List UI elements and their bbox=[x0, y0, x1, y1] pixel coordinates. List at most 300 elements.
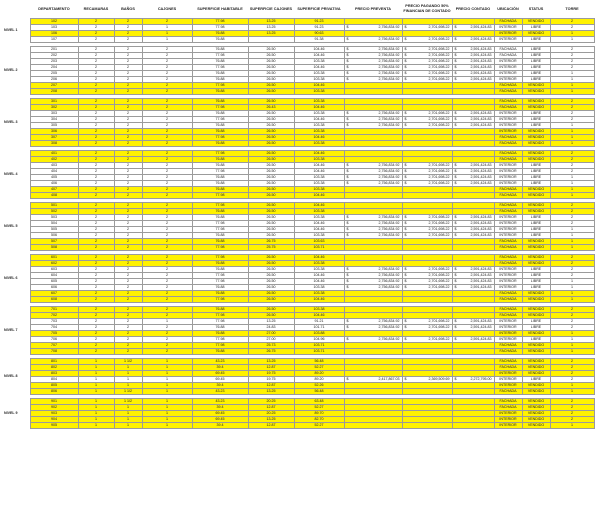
cajones-cell[interactable]: 2 bbox=[142, 71, 192, 77]
banos-cell[interactable]: 1 bbox=[114, 365, 142, 371]
superficie-privativa-cell[interactable]: 104.46 bbox=[294, 163, 344, 169]
status-cell[interactable]: LIBRE bbox=[522, 285, 550, 291]
superficie-cajones-cell[interactable]: 27.00 bbox=[248, 337, 294, 343]
cajones-cell[interactable]: 2 bbox=[142, 77, 192, 83]
cajones-cell[interactable]: 2 bbox=[142, 151, 192, 157]
cajones-cell[interactable]: 2 bbox=[142, 141, 192, 147]
precio-preventa-cell[interactable]: 2,756,834.92 $ bbox=[344, 117, 402, 123]
status-cell[interactable]: VENDIDO bbox=[522, 31, 550, 37]
banos-cell[interactable]: 2 bbox=[114, 151, 142, 157]
cajones-cell[interactable]: 2 bbox=[142, 239, 192, 245]
torre-cell[interactable]: 2 bbox=[550, 377, 594, 383]
superficie-privativa-cell[interactable]: 103.88 bbox=[294, 331, 344, 337]
torre-cell[interactable]: 1 bbox=[550, 135, 594, 141]
status-cell[interactable]: VENDIDO bbox=[522, 105, 550, 111]
departamento-cell[interactable]: 406 bbox=[30, 181, 78, 187]
precio-financian-cell[interactable]: 2,701,698.22 $ bbox=[402, 65, 452, 71]
cajones-cell[interactable]: 2 bbox=[142, 117, 192, 123]
status-cell[interactable]: LIBRE bbox=[522, 377, 550, 383]
superficie-habitable-cell[interactable]: 77.98 bbox=[192, 279, 248, 285]
departamento-cell[interactable]: 402 bbox=[30, 157, 78, 163]
precio-contado-cell[interactable]: 2,591,424.83 $ bbox=[452, 267, 494, 273]
superficie-habitable-cell[interactable]: 76.88 bbox=[192, 47, 248, 53]
superficie-privativa-cell[interactable]: 104.46 bbox=[294, 47, 344, 53]
banos-cell[interactable]: 2 bbox=[114, 99, 142, 105]
precio-preventa-cell[interactable]: 2,756,834.92 $ bbox=[344, 285, 402, 291]
departamento-cell[interactable]: 206 bbox=[30, 77, 78, 83]
banos-cell[interactable]: 2 bbox=[114, 319, 142, 325]
ubicacion-cell[interactable]: FACHADA bbox=[494, 141, 522, 147]
recamaras-cell[interactable]: 2 bbox=[78, 267, 114, 273]
ubicacion-cell[interactable]: INTERIOR bbox=[494, 169, 522, 175]
departamento-cell[interactable]: 204 bbox=[30, 65, 78, 71]
status-cell[interactable]: VENDIDO bbox=[522, 417, 550, 423]
precio-financian-cell[interactable]: 2,701,698.22 $ bbox=[402, 71, 452, 77]
banos-cell[interactable]: 2 bbox=[114, 37, 142, 43]
superficie-privativa-cell[interactable]: 103.38 bbox=[294, 157, 344, 163]
departamento-cell[interactable]: 304 bbox=[30, 117, 78, 123]
departamento-cell[interactable]: 405 bbox=[30, 175, 78, 181]
superficie-cajones-cell[interactable]: 26.75 bbox=[248, 349, 294, 355]
banos-cell[interactable]: 2 bbox=[114, 203, 142, 209]
recamaras-cell[interactable]: 2 bbox=[78, 53, 114, 59]
torre-cell[interactable]: 1 bbox=[550, 31, 594, 37]
precio-preventa-cell[interactable]: 2,756,834.92 $ bbox=[344, 169, 402, 175]
torre-cell[interactable]: 1 bbox=[550, 337, 594, 343]
precio-preventa-cell[interactable]: 2,756,834.92 $ bbox=[344, 65, 402, 71]
ubicacion-cell[interactable]: FACHADA bbox=[494, 47, 522, 53]
cajones-cell[interactable]: 1 bbox=[142, 423, 192, 429]
departamento-cell[interactable]: 806 bbox=[30, 389, 78, 395]
status-cell[interactable]: VENDIDO bbox=[522, 411, 550, 417]
departamento-cell[interactable]: 905 bbox=[30, 423, 78, 429]
cajones-cell[interactable]: 2 bbox=[142, 175, 192, 181]
cajones-cell[interactable]: 2 bbox=[142, 209, 192, 215]
recamaras-cell[interactable]: 2 bbox=[78, 331, 114, 337]
superficie-cajones-cell[interactable]: 13.25 bbox=[248, 389, 294, 395]
superficie-cajones-cell[interactable]: 19.75 bbox=[248, 371, 294, 377]
superficie-privativa-cell[interactable]: 104.46 bbox=[294, 83, 344, 89]
superficie-habitable-cell[interactable]: 69.45 bbox=[192, 411, 248, 417]
ubicacion-cell[interactable]: INTERIOR bbox=[494, 279, 522, 285]
cajones-cell[interactable]: 1 bbox=[142, 37, 192, 43]
superficie-privativa-cell[interactable]: 103.38 bbox=[294, 123, 344, 129]
precio-financian-cell[interactable]: 2,701,698.22 $ bbox=[402, 175, 452, 181]
torre-cell[interactable]: 1 bbox=[550, 423, 594, 429]
recamaras-cell[interactable]: 2 bbox=[78, 135, 114, 141]
superficie-habitable-cell[interactable]: 76.88 bbox=[192, 141, 248, 147]
ubicacion-cell[interactable]: INTERIOR bbox=[494, 37, 522, 43]
recamaras-cell[interactable]: 2 bbox=[78, 31, 114, 37]
precio-preventa-cell[interactable]: 2,756,834.92 $ bbox=[344, 215, 402, 221]
status-cell[interactable]: LIBRE bbox=[522, 117, 550, 123]
banos-cell[interactable]: 2 bbox=[114, 267, 142, 273]
ubicacion-cell[interactable]: FACHADA bbox=[494, 19, 522, 25]
superficie-cajones-cell[interactable]: 26.50 bbox=[248, 111, 294, 117]
superficie-habitable-cell[interactable]: 69.45 bbox=[192, 417, 248, 423]
banos-cell[interactable]: 2 bbox=[114, 285, 142, 291]
cajones-cell[interactable]: 2 bbox=[142, 135, 192, 141]
ubicacion-cell[interactable]: INTERIOR bbox=[494, 71, 522, 77]
superficie-habitable-cell[interactable]: 76.88 bbox=[192, 331, 248, 337]
ubicacion-cell[interactable]: FACHADA bbox=[494, 53, 522, 59]
superficie-habitable-cell[interactable]: 76.88 bbox=[192, 181, 248, 187]
banos-cell[interactable]: 2 bbox=[114, 193, 142, 199]
recamaras-cell[interactable]: 2 bbox=[78, 65, 114, 71]
departamento-cell[interactable]: 404 bbox=[30, 169, 78, 175]
superficie-privativa-cell[interactable]: 56.48 bbox=[294, 359, 344, 365]
departamento-cell[interactable]: 508 bbox=[30, 245, 78, 251]
banos-cell[interactable]: 2 bbox=[114, 105, 142, 111]
cajones-cell[interactable]: 1 bbox=[142, 371, 192, 377]
precio-financian-cell[interactable]: 2,701,698.22 $ bbox=[402, 273, 452, 279]
superficie-habitable-cell[interactable]: 77.98 bbox=[192, 203, 248, 209]
ubicacion-cell[interactable]: FACHADA bbox=[494, 89, 522, 95]
recamaras-cell[interactable]: 1 bbox=[78, 417, 114, 423]
precio-preventa-cell[interactable]: 2,756,834.92 $ bbox=[344, 227, 402, 233]
recamaras-cell[interactable]: 2 bbox=[78, 89, 114, 95]
superficie-privativa-cell[interactable]: 89.20 bbox=[294, 371, 344, 377]
superficie-habitable-cell[interactable]: 76.88 bbox=[192, 111, 248, 117]
recamaras-cell[interactable]: 1 bbox=[78, 411, 114, 417]
recamaras-cell[interactable]: 2 bbox=[78, 25, 114, 31]
superficie-habitable-cell[interactable]: 76.88 bbox=[192, 261, 248, 267]
superficie-cajones-cell[interactable]: 26.50 bbox=[248, 141, 294, 147]
banos-cell[interactable]: 2 bbox=[114, 279, 142, 285]
banos-cell[interactable]: 2 bbox=[114, 89, 142, 95]
precio-preventa-cell[interactable]: 2,756,834.92 $ bbox=[344, 337, 402, 343]
precio-financian-cell[interactable]: 2,701,698.22 $ bbox=[402, 267, 452, 273]
superficie-privativa-cell[interactable]: 103.38 bbox=[294, 77, 344, 83]
banos-cell[interactable]: 2 bbox=[114, 331, 142, 337]
precio-contado-cell[interactable]: 2,591,424.83 $ bbox=[452, 77, 494, 83]
superficie-habitable-cell[interactable]: 77.98 bbox=[192, 337, 248, 343]
status-cell[interactable]: VENDIDO bbox=[522, 423, 550, 429]
recamaras-cell[interactable]: 2 bbox=[78, 227, 114, 233]
superficie-cajones-cell[interactable]: 26.50 bbox=[248, 267, 294, 273]
precio-contado-cell[interactable]: 2,591,424.83 $ bbox=[452, 59, 494, 65]
departamento-cell[interactable]: 205 bbox=[30, 71, 78, 77]
torre-cell[interactable]: 2 bbox=[550, 215, 594, 221]
superficie-habitable-cell[interactable]: 76.88 bbox=[192, 175, 248, 181]
torre-cell[interactable]: 2 bbox=[550, 47, 594, 53]
superficie-cajones-cell[interactable]: 26.50 bbox=[248, 227, 294, 233]
precio-financian-cell[interactable]: 2,369,509.69 $ bbox=[402, 377, 452, 383]
superficie-habitable-cell[interactable]: 76.88 bbox=[192, 209, 248, 215]
banos-cell[interactable]: 2 bbox=[114, 175, 142, 181]
precio-financian-cell[interactable]: 2,701,698.22 $ bbox=[402, 319, 452, 325]
ubicacion-cell[interactable]: INTERIOR bbox=[494, 175, 522, 181]
precio-preventa-cell[interactable]: 2,756,834.92 $ bbox=[344, 111, 402, 117]
torre-cell[interactable]: 2 bbox=[550, 203, 594, 209]
departamento-cell[interactable]: 804 bbox=[30, 377, 78, 383]
status-cell[interactable]: LIBRE bbox=[522, 233, 550, 239]
superficie-cajones-cell[interactable]: 26.50 bbox=[248, 313, 294, 319]
superficie-cajones-cell[interactable]: 26.50 bbox=[248, 221, 294, 227]
cajones-cell[interactable]: 2 bbox=[142, 337, 192, 343]
superficie-habitable-cell[interactable]: 77.98 bbox=[192, 343, 248, 349]
ubicacion-cell[interactable]: INTERIOR bbox=[494, 273, 522, 279]
superficie-privativa-cell[interactable]: 104.46 bbox=[294, 117, 344, 123]
recamaras-cell[interactable]: 2 bbox=[78, 233, 114, 239]
status-cell[interactable]: VENDIDO bbox=[522, 151, 550, 157]
superficie-habitable-cell[interactable]: 76.88 bbox=[192, 77, 248, 83]
superficie-cajones-cell[interactable]: 27.00 bbox=[248, 331, 294, 337]
departamento-cell[interactable]: 203 bbox=[30, 59, 78, 65]
departamento-cell[interactable]: 303 bbox=[30, 111, 78, 117]
departamento-cell[interactable]: 302 bbox=[30, 105, 78, 111]
superficie-privativa-cell[interactable]: 52.27 bbox=[294, 423, 344, 429]
superficie-habitable-cell[interactable]: 39.4 bbox=[192, 423, 248, 429]
superficie-privativa-cell[interactable]: 103.38 bbox=[294, 307, 344, 313]
cajones-cell[interactable]: 1 bbox=[142, 31, 192, 37]
precio-preventa-cell[interactable]: 2,756,834.92 $ bbox=[344, 175, 402, 181]
banos-cell[interactable]: 2 bbox=[114, 77, 142, 83]
precio-contado-cell[interactable]: 2,591,424.83 $ bbox=[452, 53, 494, 59]
cajones-cell[interactable]: 2 bbox=[142, 349, 192, 355]
precio-contado-cell[interactable]: 2,591,424.83 $ bbox=[452, 163, 494, 169]
superficie-privativa-cell[interactable]: 82.70 bbox=[294, 417, 344, 423]
status-cell[interactable]: VENDIDO bbox=[522, 209, 550, 215]
departamento-cell[interactable]: 605 bbox=[30, 279, 78, 285]
superficie-habitable-cell[interactable]: 77.98 bbox=[192, 53, 248, 59]
superficie-cajones-cell[interactable]: 13.25 bbox=[248, 19, 294, 25]
ubicacion-cell[interactable]: FACHADA bbox=[494, 307, 522, 313]
precio-contado-cell[interactable]: 2,591,424.83 $ bbox=[452, 215, 494, 221]
ubicacion-cell[interactable]: INTERIOR bbox=[494, 383, 522, 389]
status-cell[interactable]: VENDIDO bbox=[522, 129, 550, 135]
precio-contado-cell[interactable]: 2,591,424.83 $ bbox=[452, 47, 494, 53]
recamaras-cell[interactable]: 2 bbox=[78, 117, 114, 123]
cajones-cell[interactable]: 2 bbox=[142, 129, 192, 135]
ubicacion-cell[interactable]: FACHADA bbox=[494, 261, 522, 267]
departamento-cell[interactable]: 505 bbox=[30, 227, 78, 233]
superficie-habitable-cell[interactable]: 76.88 bbox=[192, 215, 248, 221]
superficie-cajones-cell[interactable]: 26.50 bbox=[248, 77, 294, 83]
superficie-cajones-cell[interactable]: 26.50 bbox=[248, 193, 294, 199]
banos-cell[interactable]: 2 bbox=[114, 291, 142, 297]
torre-cell[interactable]: 2 bbox=[550, 399, 594, 405]
superficie-habitable-cell[interactable]: 76.88 bbox=[192, 99, 248, 105]
torre-cell[interactable]: 2 bbox=[550, 359, 594, 365]
departamento-cell[interactable]: 305 bbox=[30, 123, 78, 129]
banos-cell[interactable]: 2 bbox=[114, 111, 142, 117]
ubicacion-cell[interactable]: INTERIOR bbox=[494, 337, 522, 343]
status-cell[interactable]: VENDIDO bbox=[522, 331, 550, 337]
banos-cell[interactable]: 1 1/2 bbox=[114, 389, 142, 395]
torre-cell[interactable]: 2 bbox=[550, 307, 594, 313]
cajones-cell[interactable]: 2 bbox=[142, 343, 192, 349]
superficie-habitable-cell[interactable]: 76.88 bbox=[192, 163, 248, 169]
recamaras-cell[interactable]: 2 bbox=[78, 83, 114, 89]
departamento-cell[interactable]: 608 bbox=[30, 297, 78, 303]
banos-cell[interactable]: 2 bbox=[114, 349, 142, 355]
torre-cell[interactable]: 2 bbox=[550, 365, 594, 371]
ubicacion-cell[interactable]: INTERIOR bbox=[494, 31, 522, 37]
precio-contado-cell[interactable]: 2,591,424.83 $ bbox=[452, 221, 494, 227]
recamaras-cell[interactable]: 2 bbox=[78, 273, 114, 279]
superficie-habitable-cell[interactable]: 77.98 bbox=[192, 297, 248, 303]
recamaras-cell[interactable]: 2 bbox=[78, 349, 114, 355]
precio-contado-cell[interactable]: 2,591,424.83 $ bbox=[452, 117, 494, 123]
torre-cell[interactable]: 2 bbox=[550, 267, 594, 273]
precio-financian-cell[interactable]: 2,701,698.22 $ bbox=[402, 59, 452, 65]
cajones-cell[interactable]: 2 bbox=[142, 157, 192, 163]
superficie-habitable-cell[interactable]: 77.98 bbox=[192, 151, 248, 157]
precio-financian-cell[interactable]: 2,701,698.22 $ bbox=[402, 215, 452, 221]
superficie-privativa-cell[interactable]: 89.20 bbox=[294, 377, 344, 383]
ubicacion-cell[interactable]: INTERIOR bbox=[494, 65, 522, 71]
superficie-cajones-cell[interactable]: 19.75 bbox=[248, 377, 294, 383]
torre-cell[interactable]: 1 bbox=[550, 227, 594, 233]
ubicacion-cell[interactable]: FACHADA bbox=[494, 99, 522, 105]
recamaras-cell[interactable]: 2 bbox=[78, 297, 114, 303]
superficie-privativa-cell[interactable]: 103.63 bbox=[294, 239, 344, 245]
superficie-habitable-cell[interactable]: 77.98 bbox=[192, 313, 248, 319]
banos-cell[interactable]: 1 1/2 bbox=[114, 359, 142, 365]
status-cell[interactable]: VENDIDO bbox=[522, 359, 550, 365]
banos-cell[interactable]: 1 bbox=[114, 405, 142, 411]
superficie-cajones-cell[interactable]: 13.25 bbox=[248, 359, 294, 365]
departamento-cell[interactable]: 902 bbox=[30, 405, 78, 411]
departamento-cell[interactable]: 403 bbox=[30, 163, 78, 169]
cajones-cell[interactable]: 2 bbox=[142, 111, 192, 117]
departamento-cell[interactable]: 301 bbox=[30, 99, 78, 105]
torre-cell[interactable]: 2 bbox=[550, 221, 594, 227]
recamaras-cell[interactable]: 2 bbox=[78, 261, 114, 267]
ubicacion-cell[interactable]: FACHADA bbox=[494, 187, 522, 193]
banos-cell[interactable]: 2 bbox=[114, 221, 142, 227]
precio-preventa-cell[interactable]: 2,756,834.92 $ bbox=[344, 279, 402, 285]
precio-contado-cell[interactable]: 2,591,424.83 $ bbox=[452, 227, 494, 233]
superficie-cajones-cell[interactable]: 26.50 bbox=[248, 135, 294, 141]
superficie-cajones-cell[interactable]: 13.25 bbox=[248, 417, 294, 423]
superficie-habitable-cell[interactable]: 77.98 bbox=[192, 105, 248, 111]
recamaras-cell[interactable]: 2 bbox=[78, 279, 114, 285]
recamaras-cell[interactable]: 2 bbox=[78, 37, 114, 43]
status-cell[interactable]: VENDIDO bbox=[522, 291, 550, 297]
superficie-habitable-cell[interactable]: 76.88 bbox=[192, 123, 248, 129]
superficie-privativa-cell[interactable]: 103.71 bbox=[294, 343, 344, 349]
superficie-habitable-cell[interactable]: 76.88 bbox=[192, 349, 248, 355]
cajones-cell[interactable]: 2 bbox=[142, 285, 192, 291]
torre-cell[interactable]: 1 bbox=[550, 175, 594, 181]
recamaras-cell[interactable]: 2 bbox=[78, 77, 114, 83]
superficie-privativa-cell[interactable]: 103.38 bbox=[294, 233, 344, 239]
superficie-habitable-cell[interactable]: 76.88 bbox=[192, 187, 248, 193]
ubicacion-cell[interactable]: INTERIOR bbox=[494, 25, 522, 31]
status-cell[interactable]: VENDIDO bbox=[522, 89, 550, 95]
superficie-privativa-cell[interactable]: 104.46 bbox=[294, 279, 344, 285]
departamento-cell[interactable]: 607 bbox=[30, 291, 78, 297]
ubicacion-cell[interactable]: INTERIOR bbox=[494, 411, 522, 417]
precio-financian-cell[interactable]: 2,701,698.22 $ bbox=[402, 337, 452, 343]
status-cell[interactable]: VENDIDO bbox=[522, 157, 550, 163]
banos-cell[interactable]: 2 bbox=[114, 31, 142, 37]
banos-cell[interactable]: 2 bbox=[114, 163, 142, 169]
torre-cell[interactable]: 2 bbox=[550, 53, 594, 59]
precio-preventa-cell[interactable]: 2,756,834.92 $ bbox=[344, 181, 402, 187]
departamento-cell[interactable]: 501 bbox=[30, 203, 78, 209]
departamento-cell[interactable]: 705 bbox=[30, 331, 78, 337]
superficie-habitable-cell[interactable]: 43.23 bbox=[192, 399, 248, 405]
superficie-cajones-cell[interactable]: 26.50 bbox=[248, 47, 294, 53]
superficie-privativa-cell[interactable]: 104.46 bbox=[294, 255, 344, 261]
torre-cell[interactable]: 2 bbox=[550, 105, 594, 111]
status-cell[interactable]: VENDIDO bbox=[522, 141, 550, 147]
recamaras-cell[interactable]: 2 bbox=[78, 343, 114, 349]
banos-cell[interactable]: 2 bbox=[114, 123, 142, 129]
superficie-privativa-cell[interactable]: 63.48 bbox=[294, 399, 344, 405]
cajones-cell[interactable]: 2 bbox=[142, 99, 192, 105]
superficie-cajones-cell[interactable]: 13.25 bbox=[248, 31, 294, 37]
status-cell[interactable]: LIBRE bbox=[522, 319, 550, 325]
torre-cell[interactable]: 2 bbox=[550, 209, 594, 215]
banos-cell[interactable]: 2 bbox=[114, 343, 142, 349]
departamento-cell[interactable]: 408 bbox=[30, 193, 78, 199]
status-cell[interactable]: LIBRE bbox=[522, 59, 550, 65]
departamento-cell[interactable]: 903 bbox=[30, 411, 78, 417]
superficie-cajones-cell[interactable]: 26.50 bbox=[248, 169, 294, 175]
superficie-privativa-cell[interactable]: 101.71 bbox=[294, 325, 344, 331]
superficie-privativa-cell[interactable]: 104.46 bbox=[294, 135, 344, 141]
superficie-habitable-cell[interactable]: 39.4 bbox=[192, 383, 248, 389]
status-cell[interactable]: LIBRE bbox=[522, 71, 550, 77]
superficie-cajones-cell[interactable]: 26.50 bbox=[248, 203, 294, 209]
banos-cell[interactable]: 2 bbox=[114, 233, 142, 239]
torre-cell[interactable]: 1 bbox=[550, 187, 594, 193]
departamento-cell[interactable]: 703 bbox=[30, 319, 78, 325]
departamento-cell[interactable]: 202 bbox=[30, 53, 78, 59]
superficie-privativa-cell[interactable]: 104.46 bbox=[294, 221, 344, 227]
ubicacion-cell[interactable]: INTERIOR bbox=[494, 117, 522, 123]
torre-cell[interactable]: 1 bbox=[550, 123, 594, 129]
precio-financian-cell[interactable]: 2,701,698.22 $ bbox=[402, 227, 452, 233]
superficie-cajones-cell[interactable]: 26.50 bbox=[248, 255, 294, 261]
superficie-privativa-cell[interactable]: 103.38 bbox=[294, 59, 344, 65]
superficie-habitable-cell[interactable]: 76.88 bbox=[192, 291, 248, 297]
ubicacion-cell[interactable]: INTERIOR bbox=[494, 267, 522, 273]
superficie-privativa-cell[interactable]: 104.46 bbox=[294, 53, 344, 59]
precio-financian-cell[interactable] bbox=[402, 423, 452, 429]
precio-contado-cell[interactable]: 2,591,424.83 $ bbox=[452, 25, 494, 31]
ubicacion-cell[interactable]: INTERIOR bbox=[494, 319, 522, 325]
cajones-cell[interactable]: 1 bbox=[142, 411, 192, 417]
superficie-habitable-cell[interactable]: 77.98 bbox=[192, 83, 248, 89]
ubicacion-cell[interactable]: INTERIOR bbox=[494, 233, 522, 239]
banos-cell[interactable]: 2 bbox=[114, 83, 142, 89]
superficie-cajones-cell[interactable]: 26.50 bbox=[248, 181, 294, 187]
banos-cell[interactable]: 2 bbox=[114, 141, 142, 147]
recamaras-cell[interactable]: 2 bbox=[78, 47, 114, 53]
superficie-habitable-cell[interactable]: 39.4 bbox=[192, 405, 248, 411]
torre-cell[interactable]: 2 bbox=[550, 169, 594, 175]
ubicacion-cell[interactable]: INTERIOR bbox=[494, 285, 522, 291]
status-cell[interactable]: LIBRE bbox=[522, 163, 550, 169]
cajones-cell[interactable]: 2 bbox=[142, 221, 192, 227]
status-cell[interactable]: VENDIDO bbox=[522, 343, 550, 349]
superficie-habitable-cell[interactable]: 43.23 bbox=[192, 389, 248, 395]
superficie-privativa-cell[interactable]: 103.38 bbox=[294, 129, 344, 135]
precio-financian-cell[interactable]: 2,701,698.22 $ bbox=[402, 47, 452, 53]
departamento-cell[interactable]: 401 bbox=[30, 151, 78, 157]
recamaras-cell[interactable]: 2 bbox=[78, 245, 114, 251]
recamaras-cell[interactable]: 2 bbox=[78, 285, 114, 291]
banos-cell[interactable]: 2 bbox=[114, 135, 142, 141]
precio-contado-cell[interactable]: 2,591,424.83 $ bbox=[452, 273, 494, 279]
ubicacion-cell[interactable]: INTERIOR bbox=[494, 123, 522, 129]
superficie-privativa-cell[interactable]: 89.70 bbox=[294, 411, 344, 417]
